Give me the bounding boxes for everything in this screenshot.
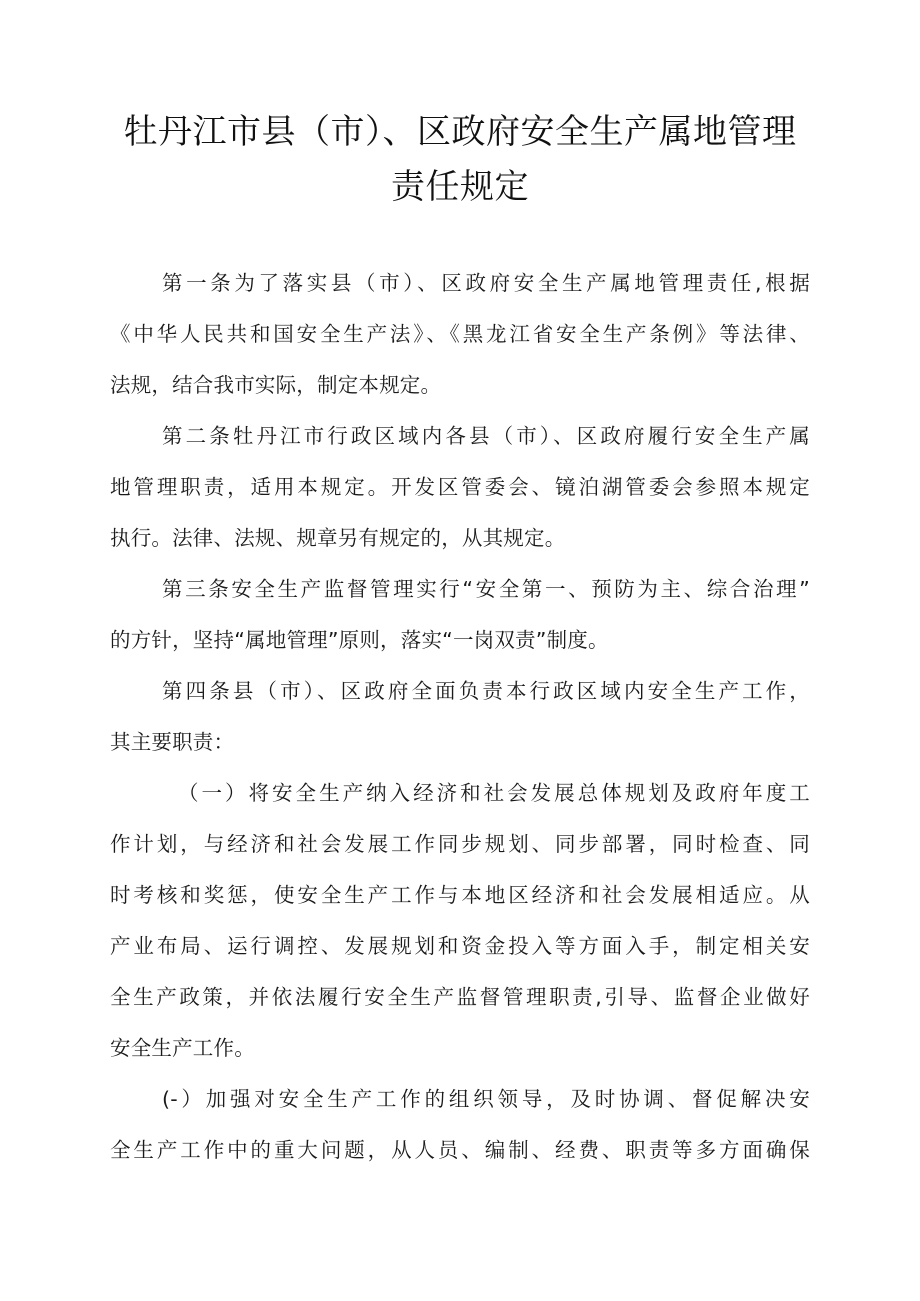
document-title-line-2: 责任规定 [391, 167, 529, 207]
paragraph-line: 全生产政策，并依法履行安全生产监督管理职责,引导、监督企业做好 [110, 985, 810, 1009]
paragraph-line: 《中华人民共和国安全生产法》、《黑龙江省安全生产条例》等法律、 [110, 322, 810, 346]
paragraph-line: 第四条县（市）、区政府全面负责本行政区域内安全生产工作， [162, 679, 810, 703]
paragraph-line: (-）加强对安全生产工作的组织领导，及时协调、督促解决安 [162, 1087, 810, 1111]
paragraph-line: 安全生产工作。 [110, 1036, 255, 1060]
paragraph-line: 作计划，与经济和社会发展工作同步规划、同步部署，同时检查、同 [110, 832, 810, 856]
paragraph-line: 法规，结合我市实际，制定本规定。 [110, 373, 442, 397]
document-title-line-1: 牡丹江市县（市）、区政府安全生产属地管理 [123, 112, 797, 152]
paragraph-line: （一）将安全生产纳入经济和社会发展总体规划及政府年度工 [178, 781, 810, 805]
paragraph-line: 地管理职责，适用本规定。开发区管委会、镜泊湖管委会参照本规定 [110, 475, 810, 499]
paragraph-line: 第一条为了落实县（市）、区政府安全生产属地管理责任,根据 [162, 271, 810, 295]
paragraph-line: 全生产工作中的重大问题，从人员、编制、经费、职责等多方面确保 [110, 1138, 810, 1162]
paragraph-line: 时考核和奖惩，使安全生产工作与本地区经济和社会发展相适应。从 [110, 883, 810, 907]
paragraph-line: 产业布局、运行调控、发展规划和资金投入等方面入手，制定相关安 [110, 934, 810, 958]
paragraph-line: 其主要职责： [110, 730, 235, 754]
paragraph-line: 执行。法律、法规、规章另有规定的，从其规定。 [110, 526, 566, 550]
paragraph-line: 第二条牡丹江市行政区域内各县（市）、区政府履行安全生产属 [162, 424, 810, 448]
paragraph-line: 第三条安全生产监督管理实行“安全第一、预防为主、综合治理” [162, 577, 810, 601]
paragraph-line: 的方针，坚持“属地管理”原则，落实“一岗双责”制度。 [110, 628, 609, 652]
